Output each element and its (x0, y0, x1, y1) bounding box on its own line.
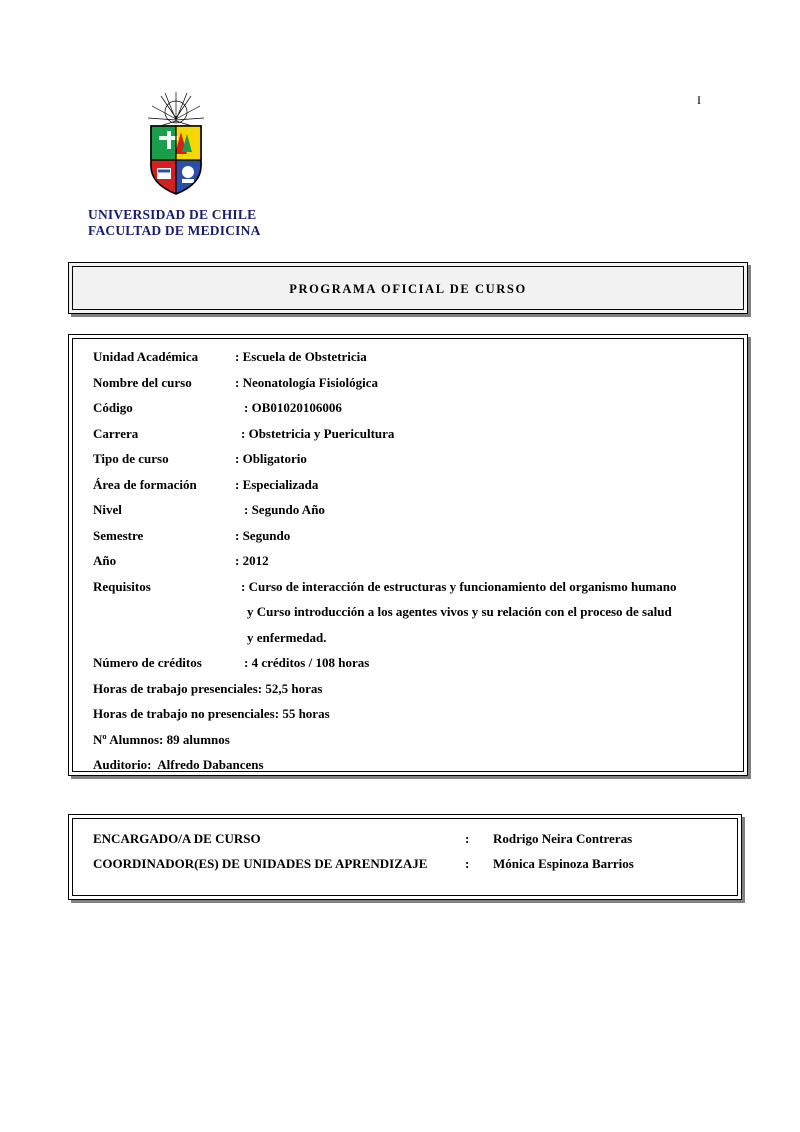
field-value: : Obligatorio (235, 451, 307, 466)
field-text: Nº Alumnos: 89 alumnos (93, 731, 230, 747)
field-numero-de-creditos (93, 650, 731, 676)
field-text: Horas de trabajo presenciales: 52,5 horas (93, 680, 323, 696)
staff-value: Mónica Espinoza Barrios (493, 856, 634, 871)
field-value: : 2012 (235, 553, 269, 568)
page-title: PROGRAMA OFICIAL DE CURSO (289, 282, 527, 296)
field-value: : Curso de interacción de estructuras y funcionamiento del organismo humano (241, 578, 677, 594)
university-heading (88, 207, 261, 239)
field-horas-no-presenciales (93, 701, 731, 727)
program-title-box (68, 262, 748, 314)
field-carrera (93, 421, 731, 447)
field-label: Año (93, 553, 117, 568)
field-label: Requisitos (93, 578, 151, 594)
field-label: Carrera (93, 425, 139, 441)
course-staff-list (93, 826, 729, 876)
field-area-de-formacion (93, 472, 731, 498)
faculty-name: FACULTAD DE MEDICINA (88, 223, 261, 238)
field-value: : Obstetricia y Puericultura (241, 425, 395, 441)
university-name: UNIVERSIDAD DE CHILE (88, 207, 257, 222)
staff-value: Rodrigo Neira Contreras (493, 831, 633, 846)
field-requisitos-continuation (93, 599, 731, 650)
field-value: : 4 créditos / 108 horas (244, 655, 370, 670)
field-label: Semestre (93, 527, 144, 543)
field-value: : Neonatología Fisiológica (235, 374, 378, 390)
field-label: Tipo de curso (93, 451, 169, 466)
field-label: Unidad Académica (93, 349, 199, 364)
field-value: : Segundo (235, 527, 291, 543)
field-unidad-academica (93, 344, 731, 370)
field-value: : Especializada (235, 476, 319, 492)
field-semestre (93, 523, 731, 549)
field-requisitos (93, 574, 731, 600)
staff-colon: : (465, 831, 470, 846)
field-nombre-del-curso (93, 370, 731, 396)
field-label: Nivel (93, 502, 122, 517)
course-staff-box (68, 814, 742, 900)
field-text: Horas de trabajo no presenciales: 55 horas (93, 706, 330, 721)
field-label: Área de formación (93, 476, 197, 492)
field-numero-alumnos (93, 727, 731, 753)
staff-label: ENCARGADO/A DE CURSO (93, 831, 261, 846)
course-info-list (93, 344, 731, 778)
staff-label: COORDINADOR(ES) DE UNIDADES DE APRENDIZAJE (93, 856, 428, 871)
page-number: I (697, 93, 701, 107)
requisitos-line-2: y Curso introducción a los agentes vivos y su relación con el proceso de salud (247, 604, 672, 619)
field-label: Número de créditos (93, 655, 202, 670)
field-auditorio (93, 752, 731, 778)
field-horas-presenciales (93, 676, 731, 702)
staff-row (93, 851, 729, 876)
field-value: : Escuela de Obstetricia (235, 349, 367, 364)
field-ano (93, 548, 731, 574)
field-codigo (93, 395, 731, 421)
field-label: Nombre del curso (93, 374, 192, 390)
field-text: Auditorio: Alfredo Dabancens (93, 757, 264, 772)
staff-colon: : (465, 856, 470, 871)
field-nivel (93, 497, 731, 523)
requisitos-line-3: y enfermedad. (247, 629, 327, 645)
staff-row (93, 826, 729, 851)
field-value: : OB01020106006 (244, 400, 342, 415)
field-label: Código (93, 400, 133, 415)
university-crest-icon (145, 88, 207, 198)
field-tipo-de-curso (93, 446, 731, 472)
field-value: : Segundo Año (244, 502, 325, 517)
course-info-box (68, 334, 748, 776)
